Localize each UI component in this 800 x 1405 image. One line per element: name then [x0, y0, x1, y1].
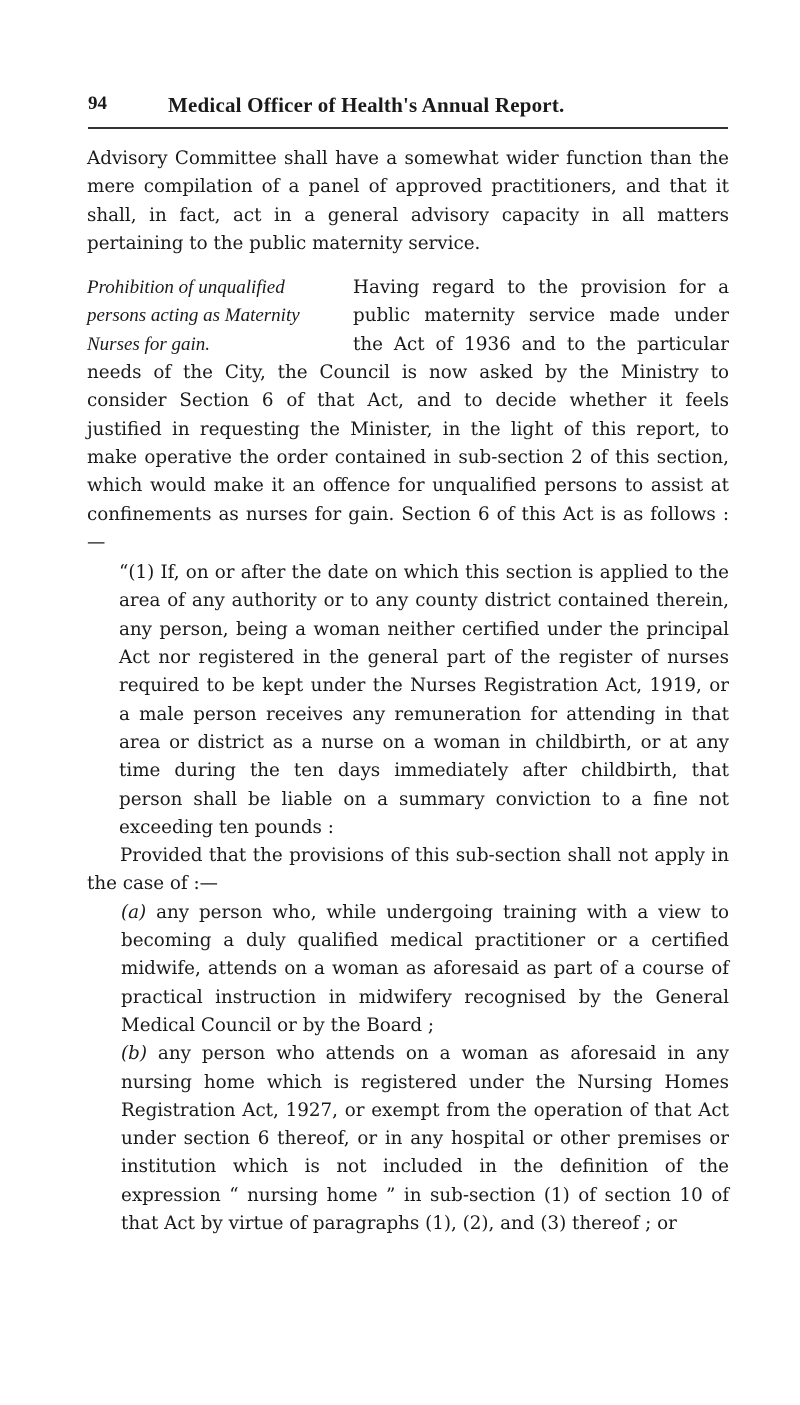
item-label: (b): [121, 1043, 147, 1065]
prohibition-paragraph: Having regard to the provision for a public maternity service made under the Act of 1936 and to the particular needs of the City, the Council is now asked by the Ministry to consider Section 6 of that Act, and to decide whether it feels justified in requesting the Minister, in the light of this report, to make operative the order contained in sub-section 2 of this section, which would make it an offence for unqualified persons to assist at confinements as nurses for gain. Section 6 of this Act is as follows :—: [87, 277, 729, 553]
prohibition-section: [87, 274, 729, 557]
quote-item-b: [121, 1040, 729, 1238]
side-heading-line: persons acting as Maternity: [87, 305, 300, 327]
page-header: [88, 93, 728, 123]
quote-subsection-1: “(1) If, on or after the date on which this section is applied to the area of any authority or to any county district contained therein, any person, being a woman neither certified under the principal Act nor registered in the general part of the register of nurses required to be kept under the Nurses Registration Act, 1919, or a male person receives any remuneration for attending in that area or district as a nurse on a woman in childbirth, or at any time during the ten days immediately after childbirth, that person shall be liable on a summary conviction to a fine not exceeding ten pounds :: [119, 562, 729, 838]
side-heading-line: Nurses for gain.: [87, 333, 210, 355]
quote-item-a: [121, 899, 729, 1040]
side-heading: [87, 274, 349, 359]
running-title: Medical Officer of Health's Annual Report.: [168, 93, 565, 117]
body-text: [87, 145, 729, 1238]
side-heading-line: Prohibition of unqualified: [87, 277, 285, 299]
page-number: 94: [88, 93, 107, 114]
quoted-statute: [87, 559, 729, 1238]
header-rule: [88, 127, 728, 129]
item-label: (a): [121, 901, 147, 923]
item-text: any person who attends on a woman as aforesaid in any nursing home which is registered under the Nursing Homes Registration Act, 1927, or exempt from the operation of that Act under section 6 thereof, or in any hospital or other premises or institution which is not included in the definition of the expression “ nursing home ” in sub-section (1) of section 10 of that Act by virtue of paragraphs (1), (2), and (3) thereof ; or: [121, 1043, 729, 1234]
quote-proviso: Provided that the provisions of this sub-section shall not apply in the case of :—: [87, 845, 729, 895]
item-text: any person who, while undergoing training with a view to becoming a duly qualified medical practitioner or a certified midwife, attends on a woman as aforesaid as part of a course of practical instruction in midwifery recognised by the General Medical Council or by the Board ;: [121, 901, 729, 1036]
intro-paragraph: Advisory Committee shall have a somewhat wider function than the mere compilation of a panel of approved practitioners, and that it shall, in fact, act in a general advisory capacity in all matters pertaining to the public maternity service.: [87, 148, 729, 254]
